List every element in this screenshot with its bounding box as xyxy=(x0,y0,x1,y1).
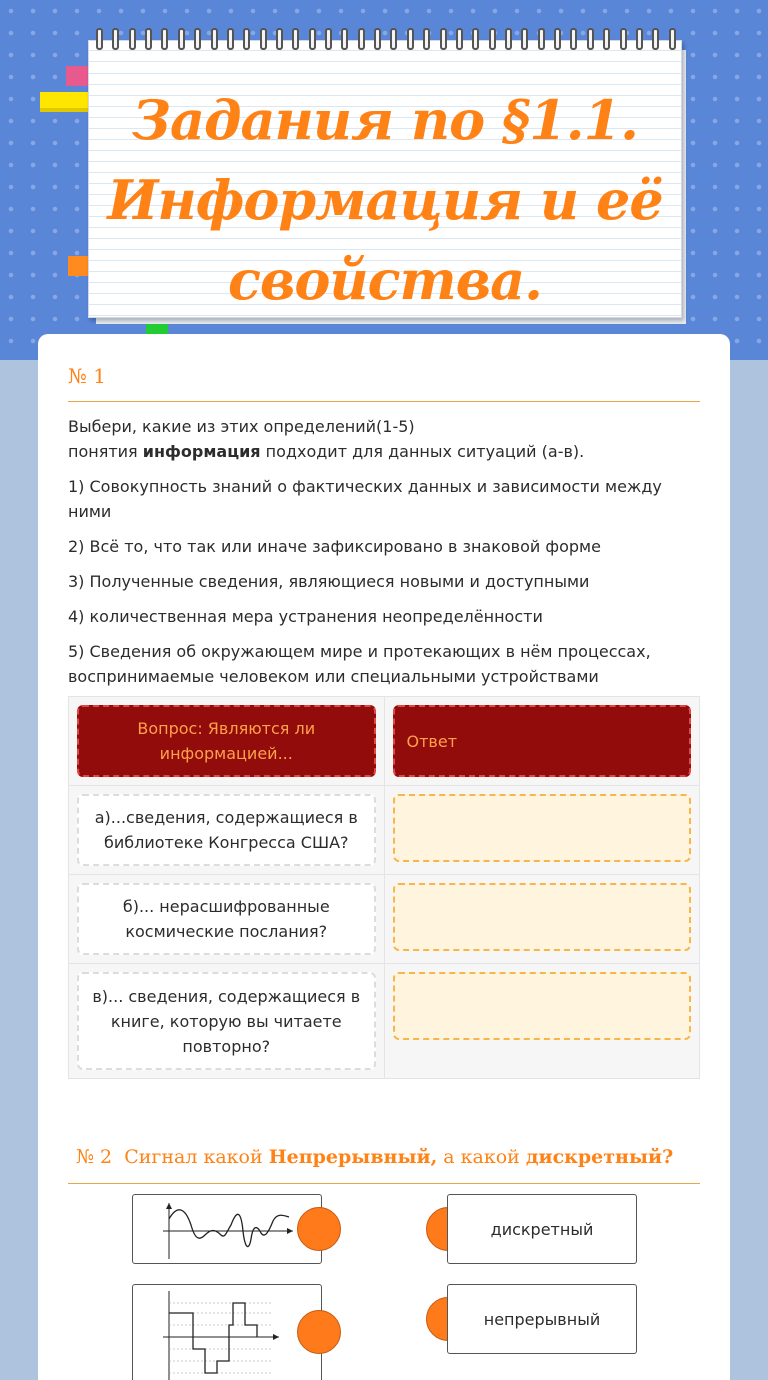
section-1-instructions xyxy=(68,414,704,699)
definition-item: 5) Сведения об окружающем мире и протекающих в нём процессах, воспринимаемые человеком или специальными устройствами xyxy=(68,642,651,686)
section-2-number: № 2 xyxy=(76,1146,113,1168)
table-row xyxy=(69,875,700,964)
question-cell: в)... сведения, содержащиеся в книге, которую вы читаете повторно? xyxy=(77,972,376,1070)
question-cell: а)...сведения, содержащиеся в библиотеке Конгресса США? xyxy=(77,794,376,866)
heading-bold-discrete: дискретный? xyxy=(525,1146,674,1168)
notebook-spiral xyxy=(96,28,676,50)
page-title xyxy=(98,80,672,320)
worksheet-card xyxy=(38,334,730,1380)
table-header-row xyxy=(69,697,700,786)
heading-text: а какой xyxy=(437,1146,526,1168)
match-label: непрерывный xyxy=(447,1284,637,1354)
instructions-line: понятия xyxy=(68,442,143,461)
definition-item: 2) Всё то, что так или иначе зафиксировано в знаковой форме xyxy=(68,537,601,556)
question-answer-table xyxy=(68,696,700,1079)
answer-drop-zone[interactable] xyxy=(393,794,692,862)
answer-column-header: Ответ xyxy=(393,705,692,777)
definition-item: 4) количественная мера устранения неопределённости xyxy=(68,607,543,626)
header-banner xyxy=(0,0,768,360)
heading-bold-continuous: Непрерывный, xyxy=(268,1146,438,1168)
keyword-information: информация xyxy=(142,442,261,461)
definition-item: 3) Полученные сведения, являющиеся новыми и доступными xyxy=(68,572,590,591)
instructions-text xyxy=(68,414,704,464)
instructions-line: подходит для данных ситуаций (а-в). xyxy=(260,442,585,461)
question-column-header: Вопрос: Являются ли информацией... xyxy=(77,705,376,777)
continuous-signal-graph xyxy=(132,1194,322,1264)
table-row xyxy=(69,964,700,1079)
answer-drop-zone[interactable] xyxy=(393,972,692,1040)
match-label: дискретный xyxy=(447,1194,637,1264)
page-title-line: свойства. xyxy=(228,248,542,312)
page-title-line: Информация и её xyxy=(107,168,663,232)
definition-item: 1) Совокупность знаний о фактических данных и зависимости между ними xyxy=(68,477,662,521)
question-cell: б)... нерасшифрованные космические послания? xyxy=(77,883,376,955)
sticky-note-decoration xyxy=(40,92,92,112)
section-1-heading: № 1 xyxy=(68,362,700,402)
discrete-signal-graph xyxy=(132,1284,322,1380)
heading-text: Сигнал какой xyxy=(124,1146,269,1168)
instructions-line: Выбери, какие из этих определений(1-5) xyxy=(68,417,415,436)
section-2-heading xyxy=(68,1142,700,1184)
answer-drop-zone[interactable] xyxy=(393,883,692,951)
match-handle[interactable] xyxy=(297,1310,341,1354)
page-title-line: Задания по §1.1. xyxy=(132,88,638,152)
table-row xyxy=(69,786,700,875)
match-handle[interactable] xyxy=(297,1207,341,1251)
